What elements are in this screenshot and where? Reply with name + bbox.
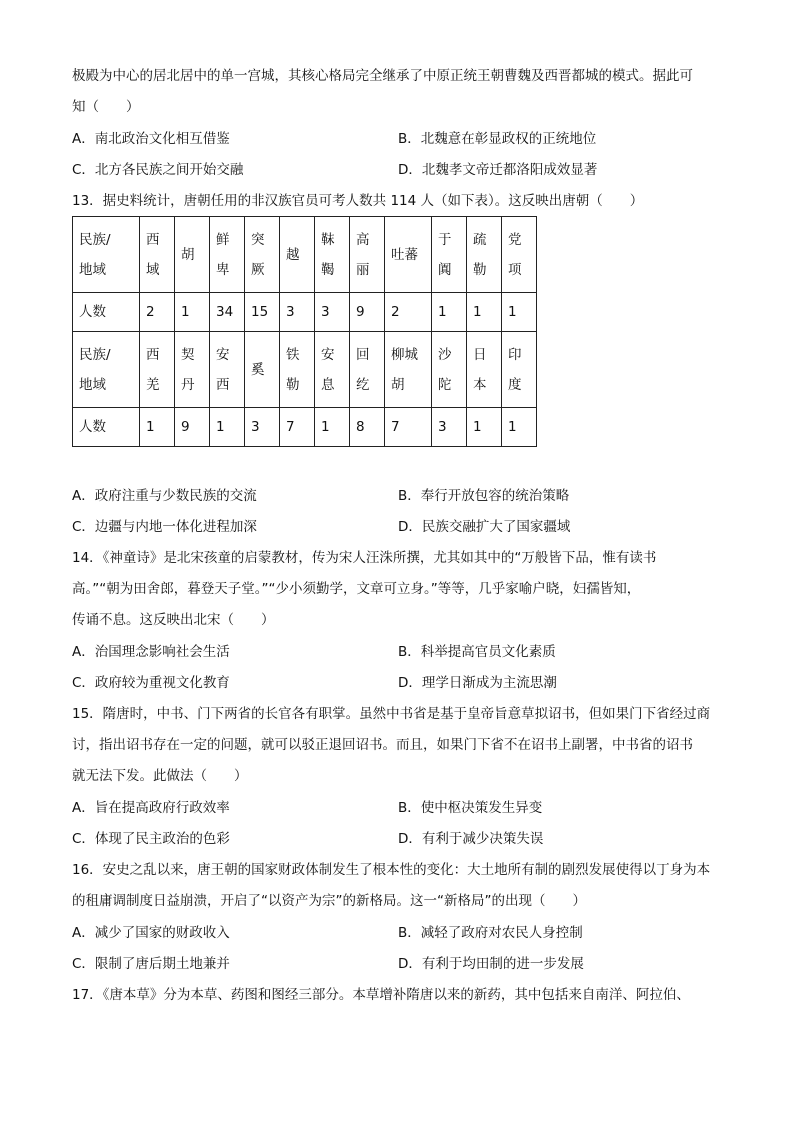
table-cell: 鲜 卑 bbox=[210, 217, 245, 293]
q12-stem-line2: 知（ ） bbox=[72, 99, 140, 115]
table-cell: 1 bbox=[502, 293, 537, 332]
ethnic-officials-table bbox=[72, 216, 537, 447]
table-header-cell: 人数 bbox=[73, 408, 140, 447]
q16-stem-line2: 的租庸调制度日益崩溃，开启了“以资产为宗”的新格局。这一“新格局”的出现（ ） bbox=[72, 893, 586, 909]
q12-option-d[interactable]: D．北魏孝文帝迁都洛阳成效显著 bbox=[398, 162, 598, 178]
table-cell: 9 bbox=[350, 293, 385, 332]
q14-option-c[interactable]: C．政府较为重视文化教育 bbox=[72, 675, 230, 691]
q15-option-d[interactable]: D．有利于减少决策失误 bbox=[398, 831, 544, 847]
q12-stem-line1: 极殿为中心的居北居中的单一宫城，其核心格局完全继承了中原正统王朝曹魏及西晋都城的模式。据此可 bbox=[72, 68, 693, 84]
table-cell: 3 bbox=[280, 293, 315, 332]
q14-stem-line1: 14．《神童诗》是北宋孩童的启蒙教材，传为宋人汪洙所撰，尤其如其中的“万般皆下品，惟有读书 bbox=[72, 550, 657, 566]
table-cell: 1 bbox=[175, 293, 210, 332]
table-cell: 1 bbox=[467, 293, 502, 332]
q14-stem-line2: 高。”“朝为田舍郎，暮登天子堂。”“少小须勤学，文章可立身。”等等，几乎家喻户晓，妇孺皆知， bbox=[72, 581, 641, 597]
table-cell: 安 息 bbox=[315, 332, 350, 408]
table-cell: 回 纥 bbox=[350, 332, 385, 408]
q14-option-a[interactable]: A．治国理念影响社会生活 bbox=[72, 644, 230, 660]
q16-option-b[interactable]: B．减轻了政府对农民人身控制 bbox=[398, 925, 583, 941]
table-cell: 胡 bbox=[175, 217, 210, 293]
q15-stem-line1: 15．隋唐时，中书、门下两省的长官各有职掌。虽然中书省是基于皇帝旨意草拟诏书，但如果门下省经过商 bbox=[72, 706, 711, 722]
table-cell: 1 bbox=[140, 408, 175, 447]
table-cell: 突 厥 bbox=[245, 217, 280, 293]
table-cell: 3 bbox=[245, 408, 280, 447]
table-cell: 越 bbox=[280, 217, 315, 293]
table-cell: 1 bbox=[210, 408, 245, 447]
q12-option-a[interactable]: A．南北政治文化相互借鉴 bbox=[72, 131, 230, 147]
q15-option-c[interactable]: C．体现了民主政治的色彩 bbox=[72, 831, 230, 847]
q13-option-d[interactable]: D．民族交融扩大了国家疆域 bbox=[398, 519, 571, 535]
table-cell: 沙 陀 bbox=[432, 332, 467, 408]
q16-option-c[interactable]: C．限制了唐后期土地兼并 bbox=[72, 956, 230, 972]
q13-stem: 13．据史料统计，唐朝任用的非汉族官员可考人数共 114 人（如下表）。这反映出唐朝（ ） bbox=[72, 193, 644, 209]
table-cell: 9 bbox=[175, 408, 210, 447]
table-cell: 1 bbox=[315, 408, 350, 447]
table-cell: 疏 勒 bbox=[467, 217, 502, 293]
table-cell: 3 bbox=[432, 408, 467, 447]
q15-option-b[interactable]: B．使中枢决策发生异变 bbox=[398, 800, 543, 816]
table-cell: 1 bbox=[467, 408, 502, 447]
q14-option-d[interactable]: D．理学日渐成为主流思潮 bbox=[398, 675, 557, 691]
table-cell: 7 bbox=[385, 408, 432, 447]
table-cell: 契 丹 bbox=[175, 332, 210, 408]
q13-option-b[interactable]: B．奉行开放包容的统治策略 bbox=[398, 488, 570, 504]
table-cell: 于 阗 bbox=[432, 217, 467, 293]
q16-option-d[interactable]: D．有利于均田制的进一步发展 bbox=[398, 956, 584, 972]
table-row bbox=[73, 332, 537, 408]
table-cell: 吐蕃 bbox=[385, 217, 432, 293]
table-row bbox=[73, 217, 537, 293]
table-cell: 党 项 bbox=[502, 217, 537, 293]
table-cell: 柳城 胡 bbox=[385, 332, 432, 408]
table-cell: 奚 bbox=[245, 332, 280, 408]
table-cell: 靺 鞨 bbox=[315, 217, 350, 293]
table-cell: 8 bbox=[350, 408, 385, 447]
table-row bbox=[73, 408, 537, 447]
table-cell: 3 bbox=[315, 293, 350, 332]
table-cell: 高 丽 bbox=[350, 217, 385, 293]
q14-option-b[interactable]: B．科举提高官员文化素质 bbox=[398, 644, 556, 660]
table-cell: 西 羌 bbox=[140, 332, 175, 408]
q13-option-a[interactable]: A．政府注重与少数民族的交流 bbox=[72, 488, 257, 504]
table-header-cell: 民族/ 地域 bbox=[73, 332, 140, 408]
q13-option-c[interactable]: C．边疆与内地一体化进程加深 bbox=[72, 519, 257, 535]
table-cell: 2 bbox=[140, 293, 175, 332]
q12-option-c[interactable]: C．北方各民族之间开始交融 bbox=[72, 162, 244, 178]
table-cell: 15 bbox=[245, 293, 280, 332]
table-cell: 34 bbox=[210, 293, 245, 332]
table-cell: 西 域 bbox=[140, 217, 175, 293]
table-cell: 安 西 bbox=[210, 332, 245, 408]
q15-stem-line2: 讨，指出诏书存在一定的问题，就可以驳正退回诏书。而且，如果门下省不在诏书上副署，中书省的诏书 bbox=[72, 737, 693, 753]
table-cell: 2 bbox=[385, 293, 432, 332]
table-header-cell: 民族/ 地域 bbox=[73, 217, 140, 293]
q16-stem-line1: 16．安史之乱以来，唐王朝的国家财政体制发生了根本性的变化：大土地所有制的剧烈发展使得以丁身为本 bbox=[72, 862, 711, 878]
table-cell: 铁 勒 bbox=[280, 332, 315, 408]
table-cell: 印 度 bbox=[502, 332, 537, 408]
table-cell: 日 本 bbox=[467, 332, 502, 408]
table-row bbox=[73, 293, 537, 332]
q12-option-b[interactable]: B．北魏意在彰显政权的正统地位 bbox=[398, 131, 597, 147]
table-cell: 1 bbox=[432, 293, 467, 332]
q15-stem-line3: 就无法下发。此做法（ ） bbox=[72, 768, 248, 784]
q17-stem-line1: 17．《唐本草》分为本草、药图和图经三部分。本草增补隋唐以来的新药，其中包括来自南洋、阿拉伯、 bbox=[72, 987, 690, 1003]
q16-option-a[interactable]: A．减少了国家的财政收入 bbox=[72, 925, 230, 941]
table-header-cell: 人数 bbox=[73, 293, 140, 332]
table-cell: 7 bbox=[280, 408, 315, 447]
q14-stem-line3: 传诵不息。这反映出北宋（ ） bbox=[72, 612, 275, 628]
table-cell: 1 bbox=[502, 408, 537, 447]
q15-option-a[interactable]: A．旨在提高政府行政效率 bbox=[72, 800, 230, 816]
